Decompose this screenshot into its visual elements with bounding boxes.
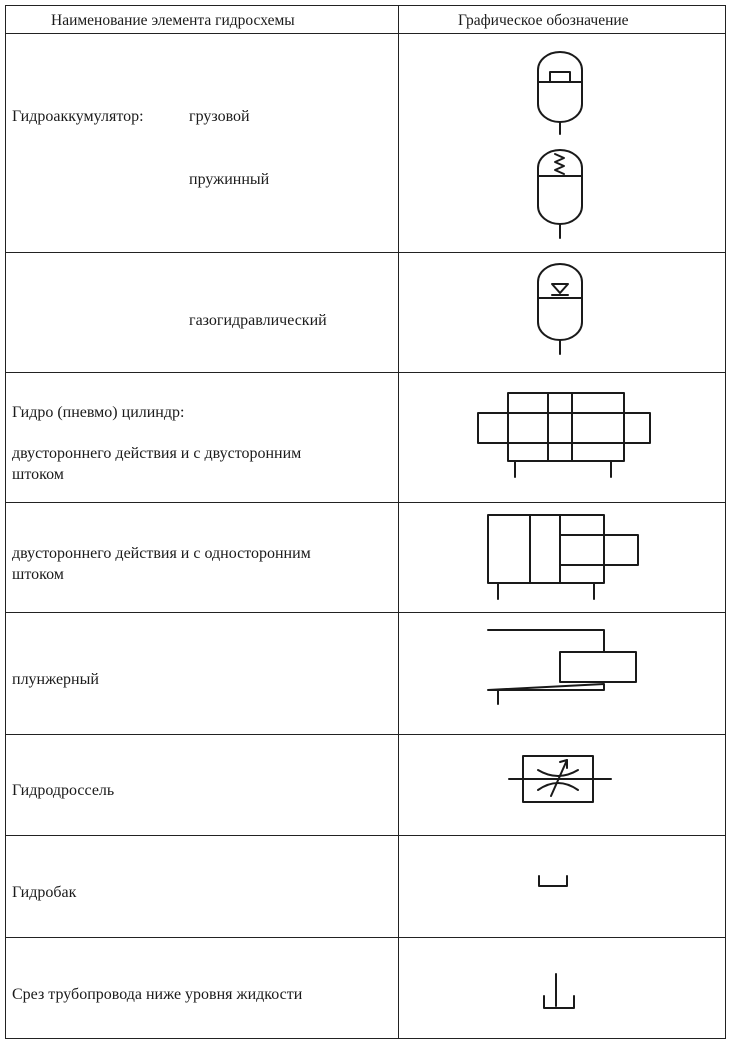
tank-icon	[534, 872, 574, 892]
cylinder-double-line1: двустороннего действия и с двусторонним	[12, 445, 302, 462]
row-divider	[6, 937, 725, 938]
row-divider	[6, 612, 725, 613]
header-name: Наименование элемента гидросхемы	[51, 12, 295, 29]
header-divider	[6, 33, 725, 34]
cylinder-double-line2: штоком	[12, 466, 64, 483]
pipe-label: Срез трубопровода ниже уровня жидкости	[12, 986, 303, 1003]
plunger-cylinder-icon	[480, 622, 650, 712]
plunger-label: плунжерный	[12, 671, 99, 688]
cylinder-title: Гидро (пневмо) цилиндр:	[12, 404, 185, 421]
row-divider	[6, 372, 725, 373]
accumulator-gas-label: газогидравлический	[189, 312, 327, 329]
cylinder-single-line1: двустороннего действия и с односторонним	[12, 545, 311, 562]
cylinder-single-line2: штоком	[12, 566, 64, 583]
weight-accumulator-icon	[530, 48, 590, 138]
gas-accumulator-icon	[530, 260, 590, 356]
pipe-below-level-icon	[540, 970, 580, 1014]
spring-accumulator-icon	[530, 146, 590, 242]
throttle-icon	[505, 748, 615, 808]
column-divider	[398, 6, 399, 1038]
row-divider	[6, 835, 725, 836]
single-rod-cylinder-icon	[480, 507, 650, 607]
double-rod-cylinder-icon	[470, 385, 660, 485]
tank-label: Гидробак	[12, 884, 77, 901]
row-divider	[6, 502, 725, 503]
row-divider	[6, 734, 725, 735]
accumulator-spring-label: пружинный	[189, 171, 270, 188]
accumulator-weight-label: грузовой	[189, 108, 250, 125]
accumulator-label: Гидроаккумулятор:	[12, 108, 144, 125]
row-divider	[6, 252, 725, 253]
throttle-label: Гидродроссель	[12, 782, 115, 799]
header-symbol: Графическое обозначение	[458, 12, 629, 29]
